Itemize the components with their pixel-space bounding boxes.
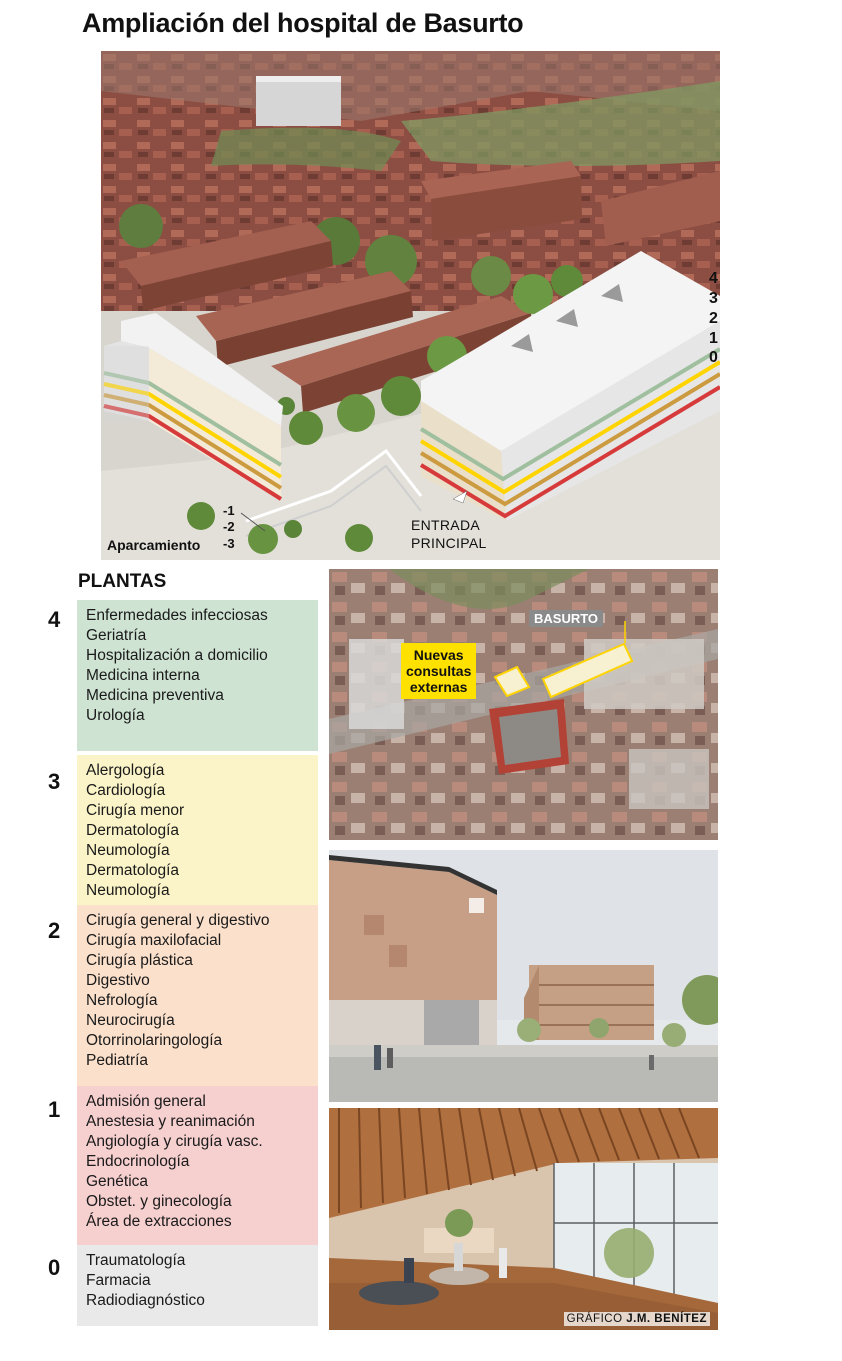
interior-render-image [329,1108,718,1330]
aerial-3d-view [101,51,720,560]
floor-number-3: 3 [48,769,61,794]
list-item: Traumatología [86,1252,186,1269]
list-item: Pediatría [86,1052,149,1069]
list-item: Obstet. y ginecología [86,1193,232,1210]
floor-number-0: 0 [48,1255,61,1280]
parking-label: Aparcamiento [107,537,201,553]
list-item: Dermatología [86,862,180,879]
floor-number-4: 4 [48,607,61,632]
interior-render-photo [329,1108,718,1330]
entrance-label-line1: ENTRADA [411,517,480,533]
list-item: Hospitalización a domicilio [86,647,268,664]
list-item: Geriatría [86,627,147,644]
floor-number-1: 1 [48,1097,61,1122]
basurto-tag: BASURTO [529,610,603,627]
tag-line-1: Nuevas [413,647,464,663]
floor-number-2: 2 [48,918,61,943]
credit-author: J.M. BENÍTEZ [626,1313,707,1325]
list-item: Otorrinolaringología [86,1032,223,1049]
list-item: Medicina interna [86,667,200,684]
list-item: Cirugía menor [86,802,185,819]
floor-level-3: 3 [709,290,718,307]
list-item: Cirugía plástica [86,952,193,969]
list-item: Urología [86,707,145,724]
list-item: Medicina preventiva [86,687,224,704]
list-item: Neurocirugía [86,1012,175,1029]
list-item: Admisión general [86,1093,206,1110]
credit-prefix: GRÁFICO [566,1313,623,1325]
new-consultations-tag [401,643,476,699]
floor-level-4: 4 [709,270,718,287]
parking-level-3: -3 [223,536,235,551]
list-item: Cirugía general y digestivo [86,912,270,929]
plantas-heading: PLANTAS [78,571,167,592]
list-item: Área de extracciones [86,1213,232,1230]
aerial-map-image [329,569,718,840]
list-item: Angiología y cirugía vasc. [86,1133,263,1150]
floor-level-0: 0 [709,349,718,366]
tag-line-2: consultas [406,663,472,679]
list-item: Genética [86,1173,149,1190]
floor-4-box [77,600,318,751]
list-item: Radiodiagnóstico [86,1292,205,1309]
list-item: Alergología [86,762,165,779]
list-item: Endocrinología [86,1153,190,1170]
exterior-render-image [329,850,718,1102]
parking-level-1: -1 [223,503,235,518]
floor-3-box [77,755,318,905]
exterior-render-photo [329,850,718,1102]
floor-level-1: 1 [709,330,718,347]
page-title: Ampliación del hospital de Basurto [82,8,524,38]
entrance-label-line2: PRINCIPAL [411,535,487,551]
parking-level-2: -2 [223,519,235,534]
list-item: Neumología [86,842,170,859]
list-item: Cirugía maxilofacial [86,932,222,949]
list-item: Enfermedades infecciosas [86,607,268,624]
aerial-illustration [101,51,720,560]
floor-0-box [77,1245,318,1326]
list-item: Cardiología [86,782,166,799]
aerial-map-photo [329,569,718,840]
graphic-credit [564,1312,710,1326]
list-item: Digestivo [86,972,150,989]
list-item: Dermatología [86,822,180,839]
floor-level-2: 2 [709,310,718,327]
list-item: Farmacia [86,1272,151,1289]
list-item: Nefrología [86,992,158,1009]
list-item: Neumología [86,882,170,899]
tag-line-3: externas [409,679,468,695]
floor-2-box [77,905,318,1086]
list-item: Anestesia y reanimación [86,1113,255,1130]
floor-1-box [77,1086,318,1245]
